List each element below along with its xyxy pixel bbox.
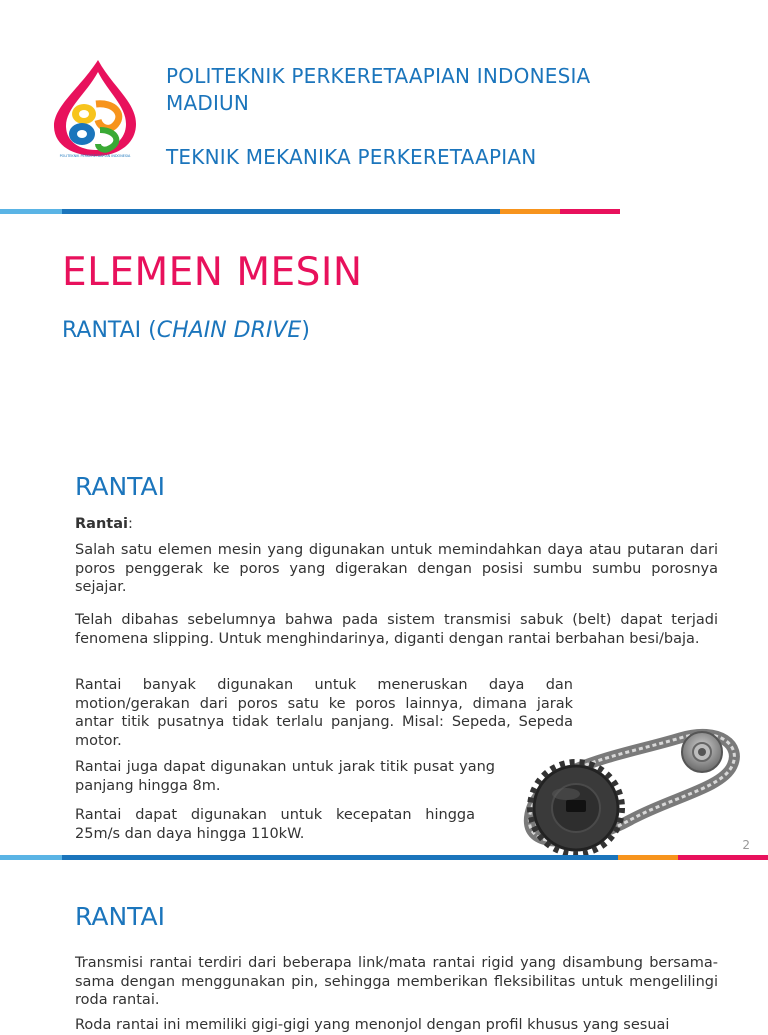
chain-drive-image [510,716,742,852]
definition-paragraph: Salah satu elemen mesin yang digunakan untuk memindahkan daya atau putaran dari poros penggerak ke poros yang digerakan dengan posisi sumbu sumbu porosnya sejajar. [75,542,718,595]
term-label: Rantai: [75,516,133,532]
page-title: ELEMEN MESIN [62,250,363,295]
usage-paragraph: Rantai banyak digunakan untuk meneruskan daya dan motion/gerakan dari poros satu ke poros lainnya, dimana jarak antar titik pusatnya tidak terlalu panjang. Misal: Sepeda, Sepeda motor. [75,677,573,749]
sprocket-paragraph: Roda rantai ini memiliki gigi-gigi yang menonjol dengan profil khusus yang sesuai [75,1017,670,1033]
page-subtitle: RANTAI (CHAIN DRIVE) [62,318,310,343]
institution-name: POLITEKNIK PERKERETAAPIAN INDONESIA [166,64,591,88]
distance-paragraph: Rantai juga dapat digunakan untuk jarak titik pusat yang panjang hingga 8m. [75,759,495,794]
section-heading: RANTAI [75,902,165,931]
svg-text:POLITEKNIK PERKERETAAPIAN INDO: POLITEKNIK PERKERETAAPIAN INDONESIA [59,154,131,158]
institution-city: MADIUN [166,91,250,115]
title-slide-header [0,0,768,214]
page-number: 2 [742,838,750,852]
content-slide [0,864,768,1033]
ppi-madiun-logo-icon [50,58,140,158]
section-heading: RANTAI [75,472,165,501]
chain-link-paragraph: Transmisi rantai terdiri dari beberapa link/mata rantai rigid yang disambung bersama-sama dengan menggunakan pin, sehingga memberikan fleksibilitas untuk mengelilingi roda rantai. [75,955,718,1008]
belt-paragraph: Telah dibahas sebelumnya bahwa pada sistem transmisi sabuk (belt) dapat terjadi fenomena slipping. Untuk menghindarinya, diganti dengan rantai berbahan besi/baja. [75,612,718,647]
study-program: TEKNIK MEKANIKA PERKERETAAPIAN [166,145,537,169]
speed-paragraph: Rantai dapat digunakan untuk kecepatan hingga 25m/s dan daya hingga 110kW. [75,807,475,842]
title-and-content-slide [0,214,768,860]
